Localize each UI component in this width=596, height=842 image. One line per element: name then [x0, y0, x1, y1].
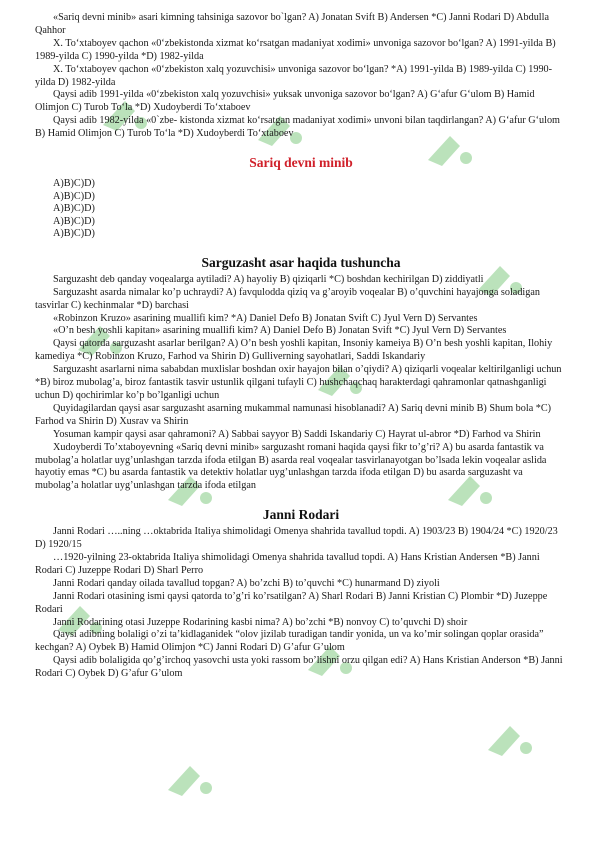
blank-answer-line: A)B)C)D) — [53, 177, 95, 189]
question-paragraph: Sarguzasht asarlarni nima sababdan muxlislar boshdan oxir hayajon bilan o’qiydi? A) qiziqarli voqealar keltirilganligi uchun *B) biroz mubolag’a, biroz fantastik tasvir ustunlik qilgani tufayli C) hushchaqchaq harakterdagi qahramonlar qatnashganligi uchun D) qochirimlar ko’p bo’lganligi uchun — [35, 364, 562, 401]
question-paragraph: Quyidagilardan qaysi asar sarguzasht asarning mukammal namunasi hisoblanadi? A) Sariq devni minib B) Shum bola *C) Farhod va Shirin D) Xusrav va Shirin — [35, 402, 552, 427]
question-paragraph: X. To‘xtaboyev qachon «0‘zbekiston xalq yozuvchisi» unvoniga sazovor bo‘lgan? *A) 1991-yilda B) 1989-yilda C) 1990-yilda D) 1982-yilda — [35, 63, 553, 88]
question-paragraph: Sarguzasht deb qanday voqealarga aytiladi? A) hayoliy B) qiziqarli *C) boshdan kechirilgan D) ziddiyatli — [53, 273, 484, 285]
blank-answer-line: A)B)C)D) — [53, 190, 95, 202]
question-paragraph: Sarguzasht asarda nimalar ko’p uchraydi? A) favqulodda qiziq va g’aroyib voqealar B) o’quvchini hayajonga soladigan tasvirlar C) kechinmalar *D) barchasi — [35, 286, 540, 311]
section-heading-janni-rodari: Janni Rodari — [262, 507, 340, 523]
question-paragraph: X. To‘xtaboyev qachon «0‘zbekistonda xizmat ko‘rsatgan madaniyat xodimi» unvoniga sazovor bo‘lgan? A) 1991-yilda B) 1989-yilda C) 1990-yilda *D) 1982-yilda — [35, 37, 556, 62]
watermark-logo-icon — [160, 760, 220, 800]
question-paragraph: Janni Rodarining otasi Juzeppe Rodarining kasbi nima? A) bo’zchi *B) nonvoy C) to’quvchi D) shoir — [53, 616, 468, 628]
question-paragraph: «O’n besh yoshli kapitan» asarining muallifi kim? A) Daniel Defo B) Jonatan Svift *C) Jyul Vern D) Servantes — [53, 325, 507, 337]
blank-answer-line: A)B)C)D) — [53, 228, 95, 240]
question-paragraph: Qaysi adibning bolaligi o’zi ta’kidlaganidek “olov jizilab turadigan tandir yonida, un va ko’mir solingan qoplar orasida” kechgan? A) Oybek B) Hamid Olimjon *C) Janni Rodari D) G’afur G’ulom — [35, 629, 544, 654]
document-body — [35, 12, 567, 681]
question-paragraph: Qaysi adib 1982-yilda «0`zbe- kistonda xizmat ko‘rsatgan madaniyat xodimi» unvoni bilan taqdirlangan? A) G‘afur G‘ulom B) Hamid Olimjon C) Turob To‘la *D) Xudoyberdi To‘xtaboev — [35, 115, 560, 140]
question-paragraph: Qaysi qatorda sarguzasht asarlar berilgan? A) O’n besh yoshli kapitan, Insoniy kameiya B) O’n besh yoshli kapitan, Ilohiy kamediya *C) Robinzon Kruzo, Farhod va Shirin D) Gulliverning sayohatlari, Saddi Iskandariy — [35, 338, 553, 363]
question-paragraph: Janni Rodari …..ning …oktabrida Italiya shimolidagi Omenya shahrida tavallud topdi. A) 1903/23 B) 1904/24 *C) 1920/23 D) 1920/15 — [35, 526, 558, 551]
watermark-logo-icon — [480, 720, 540, 760]
question-paragraph: «Robinzon Kruzo» asarining muallifi kim? *A) Daniel Defo B) Jonatan Svift C) Jyul Vern D) Servantes — [53, 312, 478, 324]
question-paragraph: …1920-yilning 23-oktabrida Italiya shimolidagi Omenya shahrida tavallud topdi. A) Hans Kristian Andersen *B) Janni Rodari C) Juzeppe Rodari D) Sharl Perro — [35, 551, 540, 576]
question-paragraph: Qaysi adib 1991-yilda «0‘zbekiston xalq yozuvchisi» yuksak unvoniga sazovor bo‘lgan? A) G‘afur G‘ulom B) Hamid Olimjon C) Turob To‘la *D) Xudoyberdi To‘xtaboev — [35, 89, 535, 114]
question-paragraph: «Sariq devni minib» asari kimning tahsiniga sazovor bo`lgan? A) Jonatan Svift B) Andersen *C) Janni Rodari D) Abdulla Qahhor — [35, 12, 549, 36]
blank-answer-line: A)B)C)D) — [53, 215, 95, 227]
question-paragraph: Yosuman kampir qaysi asar qahramoni? A) Sabbai sayyor B) Saddi Iskandariy C) Hayrat ul-abror *D) Farhod va Shirin — [53, 428, 541, 440]
question-paragraph: Qaysi adib bolaligida qo’g’irchoq yasovchi usta yoki rassom bo’lishni orzu qilgan edi? A) Hans Kristian Anderson *B) Janni Rodari C) Oybek D) G’afur G’ulom — [35, 655, 563, 680]
blank-answer-line: A)B)C)D) — [53, 203, 95, 215]
question-paragraph: Xudoyberdi To’xtaboyevning «Sariq devni minib» sarguzasht romani haqida qaysi fikr to’g’ri? A) bu asarda fantastik va mubolag’a holatlar uyg’unlashgan tarzda ifoda etilgan B) asarda real voqealar tasvirlanayotgan bo’lsada lekin voqealar aslida hayotiy emas *C) bu asarda fantastik va detektiv holatlar uyg’unlashgan tarzda ifoda etilgan D) bu asarda sarguzasht va mubolag’a holatlar uyg’unlashgan tarzda ifoda etilgan — [35, 441, 547, 492]
section-heading-sarguzasht: Sarguzasht asar haqida tushuncha — [201, 254, 401, 270]
section-heading-sariq-devni-minib: Sariq devni minib — [249, 155, 353, 171]
question-paragraph: Janni Rodari otasining ismi qaysi qatorda to’g’ri ko’rsatilgan? A) Sharl Rodari B) Janni Kristian C) Plombir *D) Juzeppe Rodari — [35, 590, 548, 615]
question-paragraph: Janni Rodari qanday oilada tavallud topgan? A) bo’zchi B) to’quvchi *C) hunarmand D) ziyoli — [53, 577, 440, 589]
